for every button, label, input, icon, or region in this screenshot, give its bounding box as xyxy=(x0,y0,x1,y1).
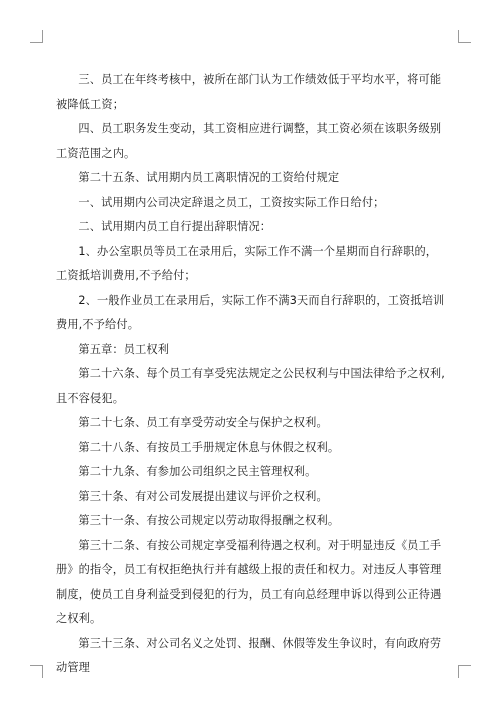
paragraph: 第二十八条、有按员工手册规定休息与休假之权利。 xyxy=(78,440,340,454)
paragraph: 第二十九条、有参加公司组织之民主管理权利。 xyxy=(78,465,317,478)
paragraph: 二、试用期内员工自行提出辞职情况： xyxy=(78,220,272,233)
paragraph: 一、试用期内公司决定辞退之员工，工资按实际工作日给付； xyxy=(78,195,385,209)
crop-mark-top-left xyxy=(30,30,43,43)
document-body xyxy=(56,68,446,707)
chapter-heading: 第五章：员工权利 xyxy=(78,342,170,356)
paragraph: 第二十七条、员工有享受劳动安全与保护之权利。 xyxy=(78,416,328,429)
paragraph: 第三十三条、对公司名义之处罚、报酬、休假等发生争议时，有向政府劳动管理 xyxy=(56,636,442,674)
paragraph: 第二十六条、每个员工有享受宪法规定之公民权利与中国法律给予之权利,且不容侵犯。 xyxy=(56,367,445,405)
paragraph: 三、员工在年终考核中，被所在部门认为工作绩效低于平均水平，将可能被降低工资； xyxy=(56,73,442,111)
crop-mark-bottom-right xyxy=(458,665,471,678)
crop-mark-bottom-left xyxy=(30,665,43,678)
paragraph: 第三十一条、有按公司规定以劳动取得报酬之权利。 xyxy=(78,514,340,527)
paragraph: 第三十二条、有按公司规定享受福利待遇之权利。对于明显违反《员工手册》的指令，员工有权拒绝执行并有越级上报的责任和权力。对违反人事管理制度，使员工自身利益受到侵犯的行为，员工有向总经理申诉以得到公正待遇之权利。 xyxy=(56,538,442,625)
section-heading: 第二十五条、试用期内员工离职情况的工资给付规定 xyxy=(78,171,340,184)
paragraph: 1、办公室职员等员工在录用后，实际工作不满一个星期而自行辞职的，工资抵培训费用,不予给付； xyxy=(56,244,438,282)
paragraph: 第三十条、有对公司发展提出建议与评价之权利。 xyxy=(78,489,328,503)
crop-mark-top-right xyxy=(458,30,471,43)
paragraph: 2、一般作业员工在录用后，实际工作不满3天而自行辞职的，工资抵培训费用,不予给付。 xyxy=(56,293,445,331)
paragraph: 四、员工职务发生变动，其工资相应进行调整，其工资必须在该职务级别工资范围之内。 xyxy=(56,122,442,160)
